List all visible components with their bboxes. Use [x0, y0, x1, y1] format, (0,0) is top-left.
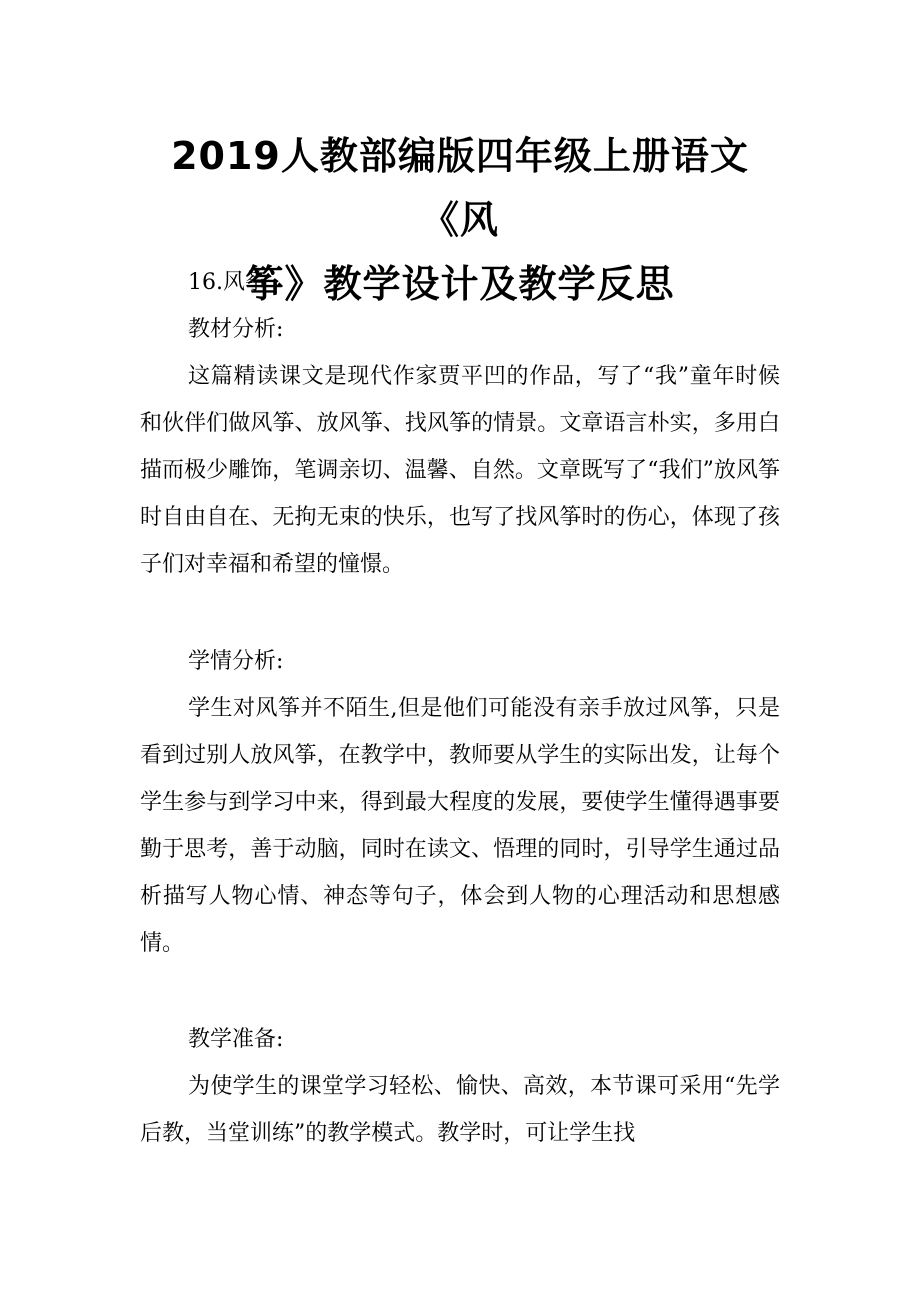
- lesson-number: 16.风筝: [188, 270, 267, 295]
- section-heading-textbook-analysis: 教材分析:: [188, 317, 284, 342]
- paragraph-student-analysis: 学生对风筝并不陌生,但是他们可能没有亲手放过风筝，只是看到过别人放风筝，在教学中，教师要从学生的实际出发，让每个学生参与到学习中来，得到最大程度的发展，要使学生懂得遇事要勤于思考，善于动脑，同时在读文、悟理的同时，引导学生通过品析描写人物心情、神态等句子，体会到人物的心理活动和思想感情。: [140, 696, 780, 956]
- paragraph-teaching-preparation: 为使学生的课堂学习轻松、愉快、高效，本节课可采用“先学后教，当堂训练”的教学模式。教学时，可让学生找: [140, 1074, 780, 1146]
- paragraph-textbook-analysis: 这篇精读课文是现代作家贾平凹的作品，写了“我”童年时候和伙伴们做风筝、放风筝、找风筝的情景。文章语言朴实，多用白描而极少雕饰，笔调亲切、温馨、自然。文章既写了“我们”放风筝时自由自在、无拘无束的快乐，也写了找风筝时的伤心，体现了孩子们对幸福和希望的憧憬。: [140, 364, 780, 577]
- document-title-line-2: 筝》教学设计及教学反思: [245, 262, 675, 306]
- document-title-line-1: 2019人教部编版四年级上册语文《风: [171, 134, 749, 242]
- section-heading-student-analysis: 学情分析:: [188, 649, 284, 674]
- section-heading-teaching-preparation: 教学准备:: [188, 1027, 284, 1052]
